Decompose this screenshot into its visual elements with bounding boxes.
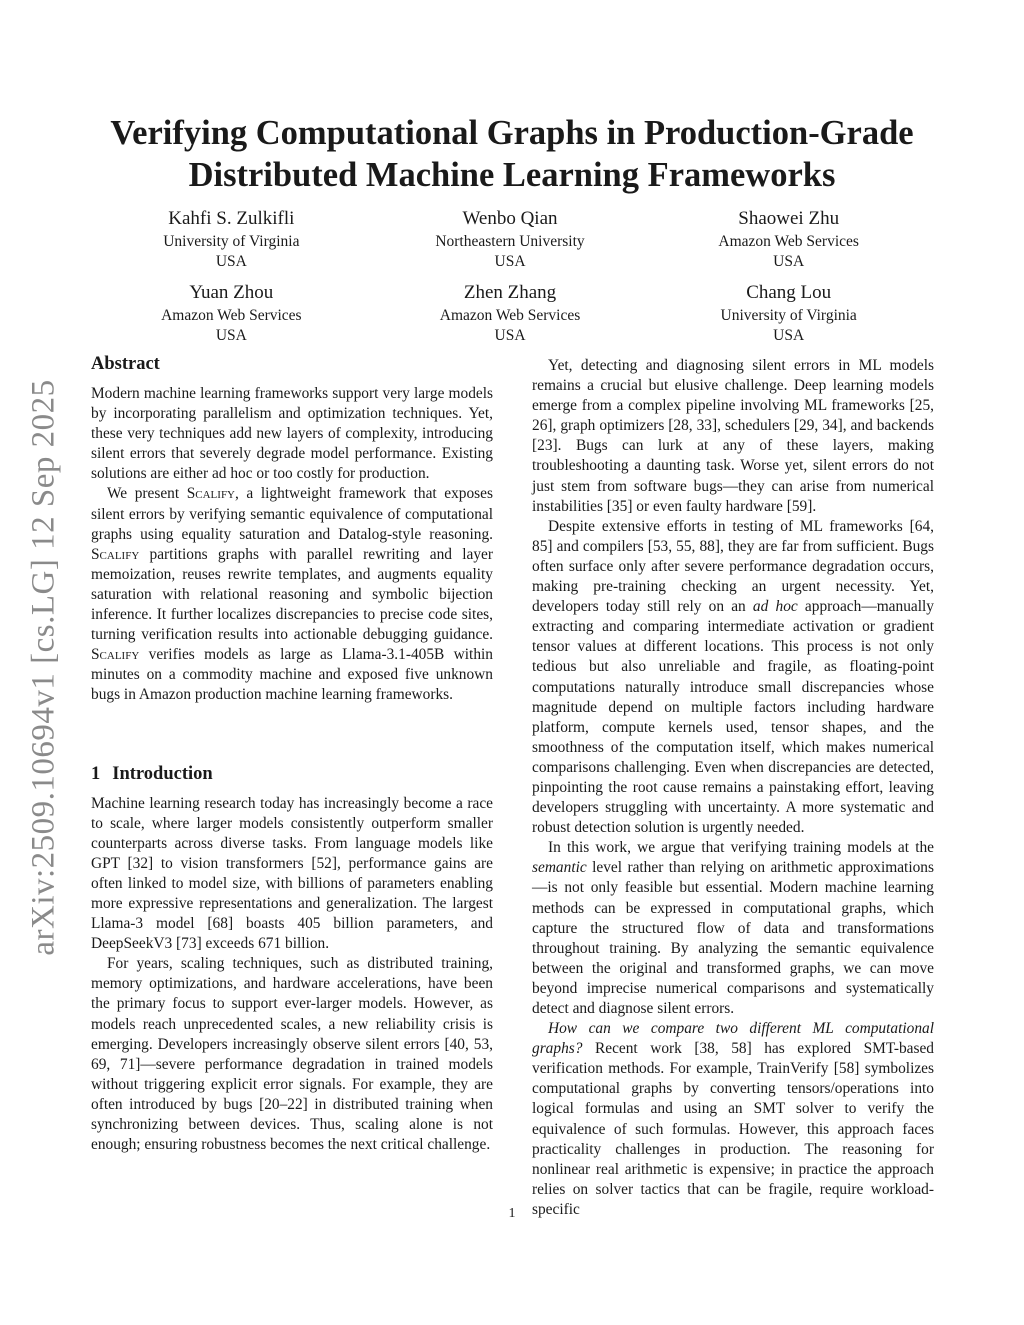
abstract-text-segment: verifies models as large as Llama-3.1-405B within minutes on a commodity machine and exposed five unknown bugs in Amazon production machine learning frameworks. [91, 646, 493, 704]
abstract-text-segment: partitions graphs with parallel rewriting and layer memoization, reuses rewrite templates, and augments equality saturation with relational reasoning and symbolic bijection inference. It further localizes discrepancies to precise code sites, turning verification results into actionable debugging guidance. [91, 545, 493, 644]
body-paragraph-2 [532, 517, 934, 839]
body-paragraph-4 [532, 1019, 934, 1220]
body-text-segment: approach—manually extracting and comparing intermediate activation or gradient tensor values at different locations. This process is not only tedious but also unreliable and fragile, as floating-point computations naturally introduce small discrepancies whose magnitude depend on multiple factors including hardware platform, compute kernels used, tensor shapes, and the smoothness of the computation itself, which makes numerical comparisons challenging. Even when discrepancies are detected, pinpointing the root cause remains a painstaking effort, leaving developers struggling with uncertainty. A more systematic and robust detection solution is urgently needed. [532, 598, 934, 837]
author-name: Chang Lou [746, 282, 832, 303]
section-number: 1 [91, 763, 101, 784]
emphasis-text: semantic [532, 859, 587, 877]
author-affiliation: University of Virginia [163, 233, 300, 250]
body-text-segment: Despite extensive efforts in testing of ML frameworks [64, 85] and compilers [53, 55, 88], they are far from sufficient. Bugs often surface only after severe performance degradation occurs, making pre-training checking an urgent necessity. Yet, developers today still rely on an [532, 517, 934, 616]
system-name: Scalify [91, 646, 140, 664]
author-affiliation: Amazon Web Services [718, 233, 859, 250]
author-affiliation: University of Virginia [720, 307, 857, 324]
author-affiliation: Amazon Web Services [161, 307, 302, 324]
abstract-heading: Abstract [91, 354, 160, 374]
page-number: 1 [508, 1206, 516, 1221]
author-block-row-1 [92, 206, 928, 272]
author-affiliation: Northeastern University [435, 233, 585, 250]
author-block-row-2 [92, 280, 928, 346]
system-name: Scalify [91, 545, 140, 563]
author-entry [92, 280, 371, 346]
abstract-text-segment: , a lightweight framework that exposes silent errors by verifying semantic equivalence of computational graphs using equality saturation and Datalog-style reasoning. [91, 485, 493, 543]
left-column [91, 352, 493, 1155]
right-column [532, 356, 934, 1220]
body-paragraph-1: Yet, detecting and diagnosing silent errors in ML models remains a crucial but elusive challenge. Deep learning models emerge from a complex pipeline involving ML frameworks [25, 26], graph optimizers [28, 33], schedulers [29, 34], and backends [23]. Bugs can lurk at any of these layers, making troubleshooting a daunting task. Worse yet, silent errors do not just stem from software bugs—they can arise from numerical instabilities [35] or even faulty hardware [59]. [532, 357, 934, 515]
body-text-segment: level rather than relying on arithmetic approximations—is not only feasible but essential. Modern machine learning methods can be expressed in computational graphs, which capture the structured flow of data and transformations throughout training. By analyzing the semantic equivalence between the original and transformed graphs, we can move beyond imprecise numerical comparisons and systematically detect and diagnose silent errors. [532, 859, 934, 1017]
paper-title: Verifying Computational Graphs in Production-Grade Distributed Machine Learning Frameworks [110, 114, 914, 194]
author-country: USA [215, 327, 247, 344]
emphasis-text: How can we compare two different ML computational graphs? [532, 1020, 934, 1058]
author-entry [92, 206, 371, 272]
body-paragraph-3 [532, 838, 934, 1019]
introduction-heading [91, 762, 493, 786]
introduction-paragraph-1: Machine learning research today has increasingly become a race to scale, where larger models consistently outperform smaller counterparts across diverse tasks. From language models like GPT [32] to vision transformers [52], performance gains are often linked to model size, with billions of parameters enabling more expressive representations and generalization. The largest Llama-3 model [68] boasts 405 billion parameters, and DeepSeekV3 [73] exceeds 671 billion. [91, 794, 493, 953]
emphasis-text: ad hoc [752, 598, 798, 616]
abstract-paragraph-1: Modern machine learning frameworks support very large models by incorporating parallelism and optimization techniques. Yet, these very techniques add new layers of complexity, introducing silent errors that severely degrade model performance. Existing solutions are either ad hoc or too costly for production. [91, 385, 493, 483]
author-country: USA [773, 327, 805, 344]
body-text-segment: In this work, we argue that verifying training models at the [548, 839, 934, 857]
author-name: Kahfi S. Zulkifli [168, 208, 295, 229]
author-entry [649, 280, 928, 346]
author-country: USA [773, 253, 805, 270]
abstract-text-segment: We present [107, 485, 187, 503]
author-affiliation: Amazon Web Services [439, 307, 581, 324]
body-text-segment: Recent work [38, 58] has explored SMT-based verification methods. For example, TrainVerify [58] symbolizes computational graphs by converting tensors/operations into logical formulas and using an SMT solver to verify the equivalence of such formulas. However, this approach faces practicality challenges in production. The reasoning for nonlinear real arithmetic is expensive; in practice the approach relies on solver tactics that can be fragile, require workload-specific [532, 1040, 934, 1218]
author-name: Wenbo Qian [462, 208, 558, 229]
author-entry [649, 206, 928, 272]
abstract-paragraph-2 [91, 484, 493, 705]
arxiv-identifier-text: arXiv:2509.10694v1 [cs.LG] 12 Sep 2025 [25, 378, 62, 956]
author-name: Zhen Zhang [463, 282, 557, 303]
introduction-paragraph-2: For years, scaling techniques, such as distributed training, memory optimizations, and hardware accelerations, have been the primary focus to support ever-larger models. However, as models reach unprecedented scales, a new reliability crisis is emerging. Developers increasingly observe silent errors [40, 53, 69, 71]—severe performance degradation in trained models without triggering explicit error signals. For example, they are often introduced by bugs [20–22] in distributed training when synchronizing between devices. Thus, scaling alone is not enough; ensuring robustness becomes the next critical challenge. [91, 955, 493, 1154]
author-entry [371, 206, 650, 272]
author-country: USA [494, 327, 526, 344]
author-name: Yuan Zhou [189, 282, 274, 303]
author-country: USA [215, 253, 247, 270]
author-entry [371, 280, 650, 346]
author-country: USA [494, 253, 526, 270]
author-name: Shaowei Zhu [738, 208, 840, 229]
section-title: Introduction [112, 763, 213, 784]
arxiv-identifier [24, 372, 64, 962]
system-name: Scalify [186, 485, 236, 503]
